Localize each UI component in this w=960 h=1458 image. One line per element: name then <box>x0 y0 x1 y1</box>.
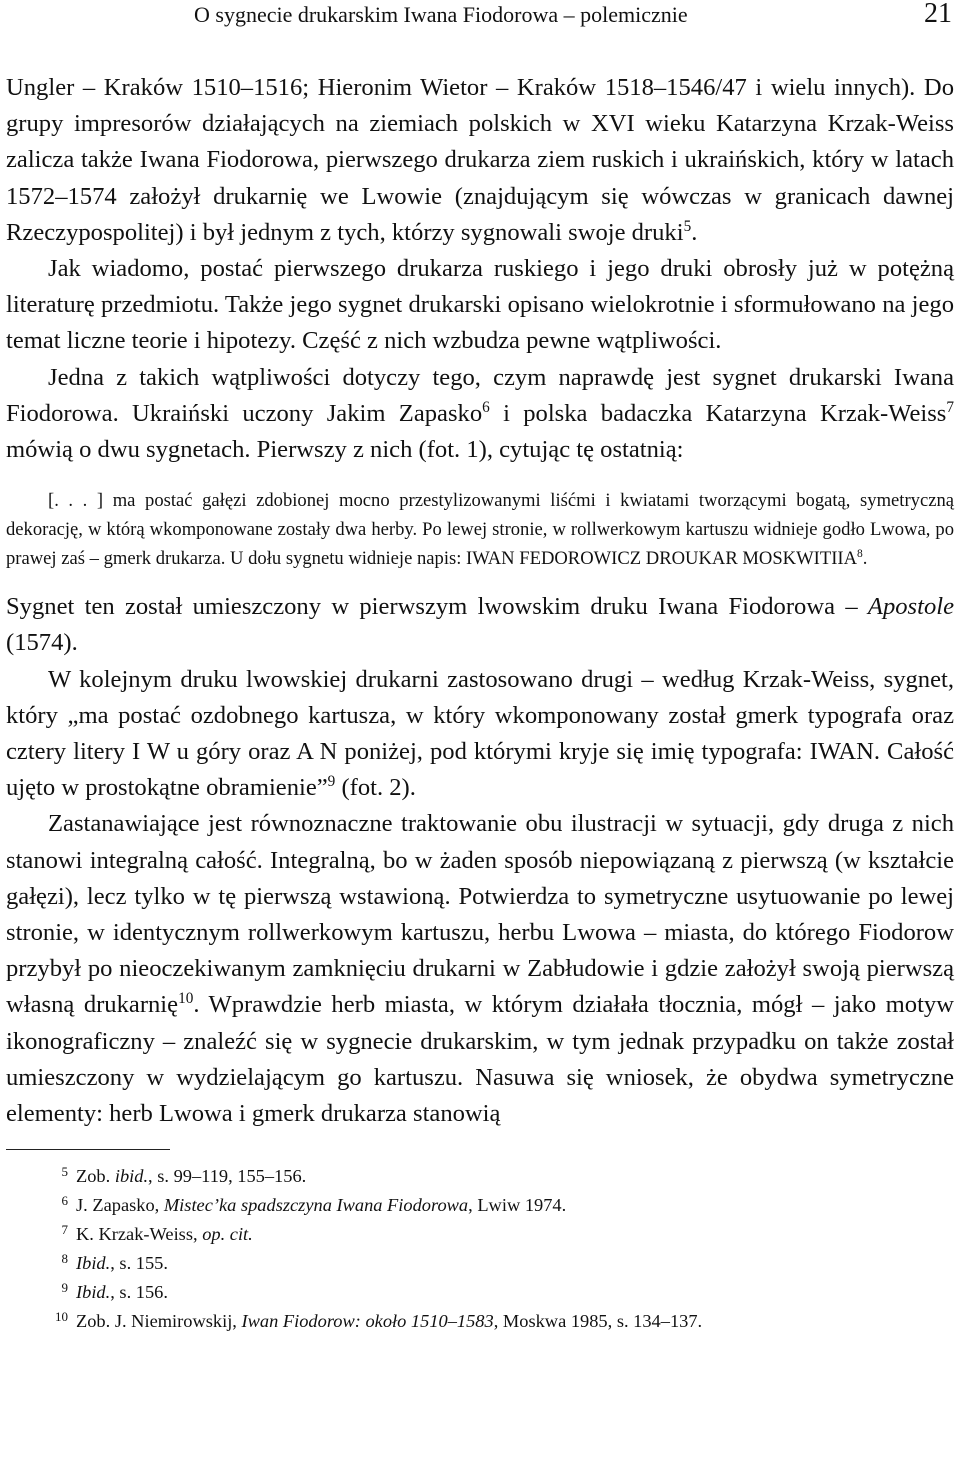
footnote-7: 7 K. Krzak-Weiss, op. cit. <box>61 1222 253 1245</box>
page <box>6 0 954 1336</box>
footnote-8: 8 Ibid., s. 155. <box>61 1251 168 1274</box>
page-number: 21 <box>924 0 952 29</box>
block-quote: [. . . ] ma postać gałęzi zdobionej mocno przestylizowanymi liśćmi i kwiatami tworzącymi bogatą, symetryczną dekorację, w którą wkomponowane zostały dwa herby. Po lewej stronie, w rollwerkowym kartuszu widnieje godło Lwowa, po prawej zaś – gmerk drukarza. U dołu sygnetu widnieje napis: IWAN FEDOROWICZ DROUKAR MOSKWITIIA$^8$. <box>6 490 954 570</box>
footnote-ref-10[interactable]: 10 <box>178 990 194 1008</box>
book-title: Apostole <box>867 593 954 621</box>
footnote-ref-7[interactable]: 7 <box>946 398 954 416</box>
paragraph-1: Ungler – Kraków 1510–1516; Hieronim Wietor – Kraków 1518–1546/47 i wielu innych). Do grupy impresorów działających na ziemiach polskich w XVI wieku Katarzyna Krzak-Weiss zalicza także Iwana Fiodorowa, pierwszego drukarza ziem ruskich i ukraińskich, który w latach 1572–1574 założył drukarnię we Lwowie (znajdującym się wówczas w granicach dawnej Rzeczypospolitej) i był jednym z tych, którzy sygnowali swoje druki$^5$. <box>6 74 954 246</box>
footnote-ref-5[interactable]: 5 <box>683 217 692 235</box>
footnotes <box>6 1162 954 1336</box>
running-title: O sygnecie drukarskim Iwana Fiodorowa – polemicznie <box>194 2 688 27</box>
paragraph-6: Zastanawiające jest równoznaczne traktowanie obu ilustracji w sytuacji, gdy druga z nich stanowi integralną całość. Integralną, bo w żaden sposób niepowiązaną z pierwszą (w kształcie gałęzi), lecz tylko w tę pierwszą wstawioną. Potwierdza to symetryczne usytuowanie po lewej stronie, w identycznym rollwerkowym kartuszu, herbu Lwowa – miasta, do którego Fiodorow przybył po nieoczekiwanym zamknięciu drukarni w Zabłudowie i gdzie założył swoją pierwszą własną drukarnię$^{10}$. Wprawdzie herb miasta, w którym działała tłocznia, mógł – jako motyw ikonograficzny – znaleźć się w sygnecie drukarskim, w tym jednak przypadku on także został umieszczony w wydzielającym go kartuszu. Nasuwa się wniosek, że obydwa symetryczne elementy: herb Lwowa i gmerk drukarza stanowią <box>6 810 954 1128</box>
footnote-ref-6[interactable]: 6 <box>482 398 490 416</box>
paragraph-5: W kolejnym druku lwowskiej drukarni zastosowano drugi – według Krzak-Weiss, sygnet, który „ma postać ozdobnego kartusza, w który wkomponowany został gmerk typografa oraz cztery litery I W u góry oraz A N poniżej, pod którymi kryje się imię typografa: IWAN. Całość ujęto w prostokątne obramienie”$^9$ (fot. 2). <box>6 665 954 802</box>
footnote-divider <box>6 1149 170 1150</box>
paragraph-2: Jak wiadomo, postać pierwszego drukarza ruskiego i jego druki obrosły już w potężną literaturę przedmiotu. Także jego sygnet drukarski opisano wielokrotnie i sformułowano na jego temat liczne teorie i hipotezy. Część z nich wzbudza pewne wątpliwości. <box>6 255 954 355</box>
running-header <box>6 0 954 44</box>
footnote-6: 6 J. Zapasko, Mistec’ka spadszczyna Iwana Fiodorowa, Lwiw 1974. <box>61 1193 567 1216</box>
footnote-10: 10 Zob. J. Niemirowskij, Iwan Fiodorow: około 1510–1583, Moskwa 1985, s. 134–137. <box>55 1309 703 1332</box>
footnote-5: 5 Zob. ibid., s. 99–119, 155–156. <box>61 1164 307 1187</box>
paragraph-4: Sygnet ten został umieszczony w pierwszym lwowskim druku Iwana Fiodorowa – Apostole (1574). <box>6 593 954 657</box>
footnote-9: 9 Ibid., s. 156. <box>61 1280 168 1303</box>
paragraph-3: Jedna z takich wątpliwości dotyczy tego, czym naprawdę jest sygnet drukarski Iwana Fiodorowa. Ukraiński uczony Jakim Zapasko$^6$ i polska badaczka Katarzyna Krzak-Weiss$^7$ mówią o dwu sygnetach. Pierwszy z nich (fot. 1), cytując tę ostatnią: <box>6 363 954 464</box>
footnote-ref-8[interactable]: 8 <box>857 548 863 561</box>
footnote-ref-9[interactable]: 9 <box>327 773 336 791</box>
body-text <box>6 70 954 1132</box>
